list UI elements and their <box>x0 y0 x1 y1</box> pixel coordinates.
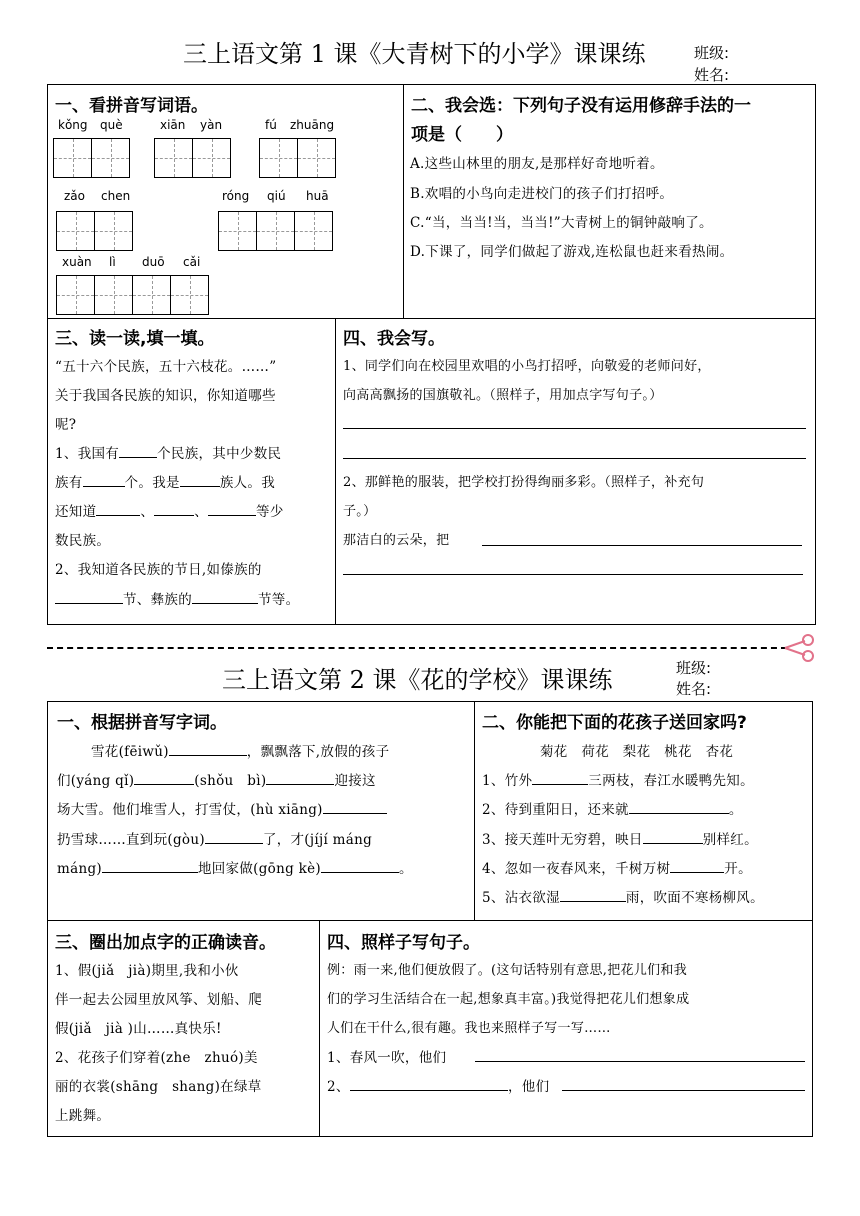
answer-blank[interactable] <box>321 859 399 873</box>
answer-blank[interactable] <box>323 800 387 814</box>
choice-option[interactable]: C.“当，当当!当，当当!”大青树上的铜钟敲响了。 <box>410 215 713 231</box>
fill-line <box>482 857 752 877</box>
fill-line <box>55 471 275 491</box>
lesson1-s4-heading: 四、我会写。 <box>343 329 445 349</box>
lesson1-name-label: 姓名: <box>694 66 730 84</box>
text-line: 数民族。 <box>55 533 111 549</box>
write-grid[interactable] <box>53 138 129 178</box>
pinyin: fú <box>265 118 277 132</box>
lesson2-title: 三上语文第 2 课《花的学校》课课练 <box>222 666 613 694</box>
write-grid[interactable] <box>259 138 335 178</box>
fill-line <box>55 442 281 462</box>
text-line: 那洁白的云朵，把 <box>343 533 450 548</box>
answer-blank[interactable] <box>180 473 220 487</box>
text-line: ，他们 <box>508 1079 550 1095</box>
answer-blank[interactable] <box>560 888 626 902</box>
text: 等少 <box>256 504 284 520</box>
text: 雪花(fēiwǔ) <box>91 744 169 760</box>
lesson2-s2-heading: 二、你能把下面的花孩子送回家吗? <box>482 713 747 733</box>
text: 4、忽如一夜春风来，千树万树 <box>482 861 671 877</box>
lesson1-title: 三上语文第 1 课《大青树下的小学》课课练 <box>183 40 646 68</box>
text-line: 例：雨一来,他们便放假了。(这句话特别有意思,把花儿们和我 <box>327 963 688 978</box>
pinyin: chen <box>101 189 131 203</box>
fill-line <box>57 798 387 818</box>
writing-line[interactable] <box>343 428 806 429</box>
fill-line <box>57 828 372 848</box>
answer-blank[interactable] <box>83 473 125 487</box>
fill-line <box>57 769 376 789</box>
fill-line <box>57 857 413 877</box>
text: 节、彝族的 <box>123 592 192 608</box>
lesson2-class-label: 班级: <box>676 659 712 677</box>
text: 了，才(jíjí máng <box>262 832 373 848</box>
lesson1-s3-heading: 三、读一读,填一填。 <box>55 329 215 349</box>
text: 1、竹外 <box>482 773 533 789</box>
text: 个民族，其中少数民 <box>157 446 282 462</box>
fill-line <box>482 798 743 818</box>
text-line: 伴一起去公园里放风筝、划船、爬 <box>55 992 262 1008</box>
fill-line <box>91 740 389 760</box>
text: 5、沾衣欲湿 <box>482 890 560 906</box>
lesson2-worksheet-box <box>47 701 813 1137</box>
fill-line <box>482 828 758 848</box>
answer-blank[interactable] <box>134 771 194 785</box>
text: máng) <box>57 861 102 877</box>
fill-line <box>55 500 284 520</box>
pinyin: què <box>100 118 123 132</box>
text: 族有 <box>55 475 83 491</box>
answer-blank[interactable] <box>102 859 198 873</box>
pinyin: qiú <box>267 189 286 203</box>
text: 族人。我 <box>219 475 276 491</box>
choice-option[interactable]: B.欢唱的小鸟向走进校门的孩子们打招呼。 <box>410 186 674 202</box>
text-line: 人们在干什么,很有趣。我也来照样子写一写…… <box>327 1021 611 1036</box>
pinyin: cǎi <box>183 255 201 269</box>
text: 三两枝，春江水暖鸭先知。 <box>588 773 754 789</box>
pinyin: lì <box>109 255 116 269</box>
text: 迎接这 <box>334 773 376 789</box>
cut-line <box>47 647 787 649</box>
write-grid[interactable] <box>218 211 332 251</box>
answer-blank[interactable] <box>55 590 123 604</box>
lesson2-s1-heading: 一、根据拼音写字词。 <box>57 713 227 733</box>
text-line: 1、同学们向在校园里欢唱的小鸟打招呼，向敬爱的老师问好， <box>343 359 711 374</box>
choice-option[interactable]: A.这些山林里的朋友,是那样好奇地听着。 <box>410 156 664 172</box>
writing-line[interactable] <box>562 1090 805 1091</box>
text: 、 <box>194 504 209 520</box>
text: 。 <box>728 802 743 818</box>
text-line: 们的学习生活结合在一起,想象真丰富。)我觉得把花儿们想象成 <box>327 992 690 1007</box>
answer-blank[interactable] <box>643 830 703 844</box>
answer-blank[interactable] <box>532 771 588 785</box>
pinyin: róng <box>222 189 250 203</box>
text: 别样红。 <box>702 832 758 848</box>
write-grid[interactable] <box>154 138 230 178</box>
text: 地回家做(gōng kè) <box>197 861 321 877</box>
text-line: 2、 <box>327 1079 350 1095</box>
answer-blank[interactable] <box>119 444 157 458</box>
pinyin: zhuāng <box>290 118 335 132</box>
choice-option[interactable]: D.下课了，同学们做起了游戏,连松鼠也赶来看热闹。 <box>410 244 734 260</box>
pinyin: xuàn <box>62 255 92 269</box>
text-line: “五十六个民族，五十六枝花。……” <box>55 359 277 375</box>
answer-blank[interactable] <box>169 742 247 756</box>
pinyin: huā <box>306 189 329 203</box>
fill-line <box>482 769 754 789</box>
scissors-icon <box>783 633 815 663</box>
text: 、 <box>140 504 155 520</box>
answer-blank[interactable] <box>192 590 258 604</box>
text-line: 1、假(jiǎ jià)期里,我和小伙 <box>55 963 239 979</box>
text: 个。我是 <box>124 475 180 491</box>
pinyin: kǒng <box>58 118 88 132</box>
text-line: 1、春风一吹，他们 <box>327 1050 447 1066</box>
text: (shǒu bì) <box>194 773 267 789</box>
text: 开。 <box>724 861 752 877</box>
text-line: 2、我知道各民族的节日,如傣族的 <box>55 562 262 578</box>
text-line: 丽的衣裳(shāng shang)在绿草 <box>55 1079 262 1095</box>
text: 场大雪。他们堆雪人，打雪仗，(hù xiāng) <box>57 802 323 818</box>
text: 3、接天莲叶无穷碧，映日 <box>482 832 643 848</box>
writing-line[interactable] <box>343 574 803 575</box>
text: 雨，吹面不寒杨柳风。 <box>625 890 764 906</box>
write-grid[interactable] <box>56 211 132 251</box>
writing-line[interactable] <box>482 545 802 546</box>
lesson1-s1-heading: 一、看拼音写词语。 <box>55 96 208 116</box>
text-line: 向高高飘扬的国旗敬礼。（照样子，用加点字写句子。） <box>343 388 663 403</box>
text-line: 假(jiǎ jià )山……真快乐! <box>55 1021 222 1037</box>
writing-line[interactable] <box>475 1061 805 1062</box>
text-line: 上跳舞。 <box>55 1108 111 1124</box>
pinyin: yàn <box>200 118 223 132</box>
answer-blank[interactable] <box>96 502 140 516</box>
lesson2-name-label: 姓名: <box>676 680 712 698</box>
text: 节等。 <box>258 592 300 608</box>
pinyin: xiān <box>160 118 186 132</box>
flower-options: 菊花 荷花 梨花 桃花 杏花 <box>540 744 734 760</box>
answer-blank[interactable] <box>266 771 334 785</box>
text: 1、我国有 <box>55 446 120 462</box>
text-line: 呢? <box>55 417 77 433</box>
lesson2-s3-heading: 三、圈出加点字的正确读音。 <box>55 933 276 953</box>
text: ，飘飘落下,放假的孩子 <box>246 744 390 760</box>
text: 2、待到重阳日，还来就 <box>482 802 629 818</box>
text-line: 子。） <box>343 504 377 519</box>
fill-line <box>482 886 764 906</box>
answer-blank[interactable] <box>205 830 263 844</box>
text: 还知道 <box>55 504 97 520</box>
answer-blank[interactable] <box>670 859 724 873</box>
lesson1-s2-heading-cont: 项是（ ） <box>411 125 513 145</box>
write-grid[interactable] <box>56 275 208 315</box>
answer-blank[interactable] <box>154 502 194 516</box>
pinyin: duō <box>142 255 165 269</box>
text: 们(yáng qǐ) <box>57 773 135 789</box>
lesson1-class-label: 班级: <box>694 44 730 62</box>
text: 。 <box>398 861 413 877</box>
text-line: 2、花孩子们穿着(zhe zhuó)美 <box>55 1050 258 1066</box>
text: 扔雪球……直到玩(gòu) <box>57 832 205 848</box>
writing-line[interactable] <box>350 1090 508 1091</box>
answer-blank[interactable] <box>629 800 729 814</box>
text-line: 关于我国各民族的知识，你知道哪些 <box>55 388 276 404</box>
fill-line <box>55 588 299 608</box>
lesson1-s2-heading: 二、我会选：下列句子没有运用修辞手法的一 <box>411 96 751 116</box>
writing-line[interactable] <box>343 458 806 459</box>
answer-blank[interactable] <box>208 502 256 516</box>
text-line: 2、那鲜艳的服装，把学校打扮得绚丽多彩。（照样子，补充句 <box>343 475 705 490</box>
lesson2-s4-heading: 四、照样子写句子。 <box>327 933 480 953</box>
pinyin: zǎo <box>64 189 85 203</box>
